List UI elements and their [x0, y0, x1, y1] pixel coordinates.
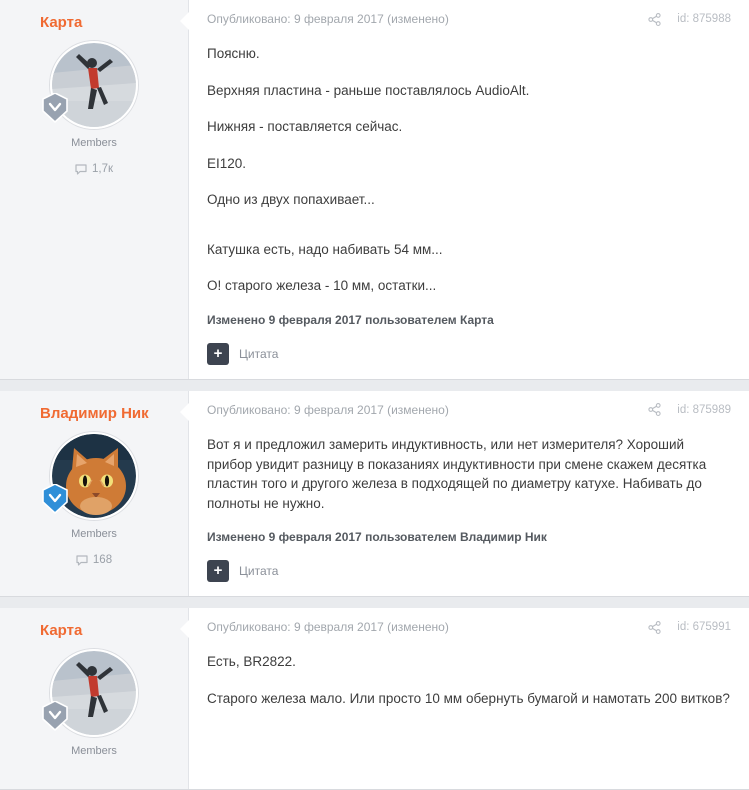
author-name[interactable]: Владимир Ник [40, 404, 149, 422]
post [0, 608, 749, 790]
published-date: Опубликовано: 9 февраля 2017 (изменено) [207, 620, 449, 635]
post-paragraph: Одно из двух попахивает... [207, 192, 375, 208]
post [0, 0, 749, 380]
member-group-label: Members [71, 527, 117, 540]
post-body [207, 652, 731, 708]
member-group-label: Members [71, 137, 117, 149]
post-author-column [0, 391, 189, 596]
post-paragraph: Вот я и предложил замерить индуктивность, или нет измерителя? Хороший прибор увидит разницу в показаниях индуктивности при смене скажем десятка пластин того и другого железа в подходящей по диаметру катухе. Набивать до полноты не нужно. [207, 436, 707, 511]
post-body [207, 435, 731, 513]
post-body [207, 44, 731, 296]
author-arrow [180, 403, 189, 421]
post-paragraph: Нижняя - поставляется сейчас. [207, 119, 403, 135]
post-header [207, 12, 731, 26]
post-count-value: 168 [92, 553, 113, 566]
post-paragraph: Верхняя пластина - раньше поставлялось AudioAlt. [207, 82, 530, 98]
avatar-wrap[interactable] [50, 432, 138, 520]
post-paragraph: О! старого железа - 10 мм, остатки... [207, 278, 437, 294]
post-id: id: 675991 [677, 621, 731, 634]
post-content [189, 391, 749, 596]
post-paragraph: Поясню. [207, 46, 260, 61]
edited-note: Изменено 9 февраля 2017 пользователем Карта [207, 312, 494, 327]
quote-button[interactable]: Цитата [239, 346, 279, 361]
share-icon[interactable] [648, 621, 661, 634]
post-count [10, 163, 178, 175]
avatar-wrap[interactable] [50, 649, 138, 737]
multiquote-button[interactable]: + [207, 560, 229, 582]
post-paragraph: Есть, BR2822. [207, 654, 296, 670]
published-date: Опубликовано: 9 февраля 2017 (изменено) [207, 402, 449, 417]
author-name[interactable]: Карта [40, 622, 83, 640]
author-arrow [180, 12, 189, 30]
comment-bubble-icon [76, 555, 88, 565]
post-id: id: 875988 [677, 13, 731, 25]
post-actions [207, 343, 731, 365]
author-arrow [180, 620, 189, 638]
comment-bubble-icon [75, 164, 87, 174]
post-content [189, 0, 749, 379]
post-author-column [0, 0, 189, 379]
post [0, 391, 749, 597]
post-actions [207, 560, 731, 582]
rank-badge-icon [42, 93, 68, 123]
author-name[interactable]: Карта [40, 14, 83, 31]
member-group-label: Members [71, 745, 117, 758]
avatar-wrap[interactable] [50, 41, 138, 129]
rank-badge-icon [42, 484, 68, 514]
published-date: Опубликовано: 9 февраля 2017 (изменено) [207, 12, 449, 26]
post-paragraph: Катушка есть, надо набивать 54 мм... [207, 241, 443, 257]
post-id: id: 875989 [677, 403, 731, 416]
post-paragraph: Старого железа мало. Или просто 10 мм обернуть бумагой и намотать 200 витков? [207, 690, 730, 706]
post-header [207, 620, 731, 634]
post-count-value: 1,7к [91, 163, 114, 175]
quote-button[interactable]: Цитата [239, 564, 279, 579]
share-icon[interactable] [648, 13, 661, 26]
post-header [207, 403, 731, 417]
post-author-column [0, 608, 189, 789]
share-icon[interactable] [648, 403, 661, 416]
post-content [189, 608, 749, 789]
rank-badge-icon [42, 701, 68, 731]
multiquote-button[interactable]: + [207, 343, 229, 365]
edited-note: Изменено 9 февраля 2017 пользователем Владимир Ник [207, 530, 547, 545]
post-paragraph: EI120. [207, 155, 247, 171]
post-count [10, 554, 178, 566]
